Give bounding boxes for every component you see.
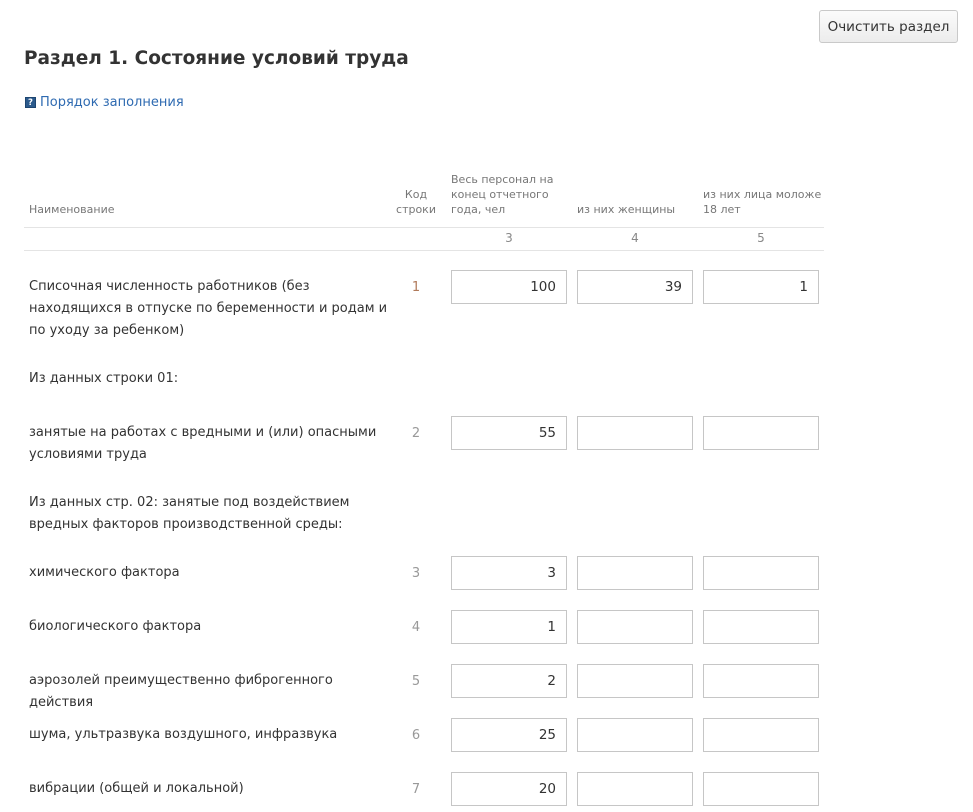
group-label: Из данных строки 01:: [29, 371, 179, 386]
row6-col3-input[interactable]: [451, 718, 567, 752]
row-code: 5: [411, 674, 421, 689]
row1-col5-input[interactable]: [703, 270, 819, 304]
header-col4: из них женщины: [577, 203, 676, 216]
row-code: 3: [411, 566, 421, 581]
column-number-5: 5: [757, 231, 765, 245]
row1-col3-input[interactable]: [451, 270, 567, 304]
section-title: Раздел 1. Состояние условий труда: [24, 48, 409, 69]
row7-col5-input[interactable]: [703, 772, 819, 806]
help-icon: ?: [25, 97, 36, 108]
row5-col5-input[interactable]: [703, 664, 819, 698]
header-divider: [24, 227, 824, 228]
row-label: аэрозолей преимущественно фиброгенного действия: [29, 673, 333, 710]
row2-col5-input[interactable]: [703, 416, 819, 450]
clear-section-button[interactable]: Очистить раздел: [819, 10, 958, 43]
row7-col3-input[interactable]: [451, 772, 567, 806]
row4-col5-input[interactable]: [703, 610, 819, 644]
row-code: 2: [411, 426, 421, 441]
header-divider: [24, 250, 824, 251]
row5-col3-input[interactable]: [451, 664, 567, 698]
row-code: 4: [411, 620, 421, 635]
row-code: 6: [411, 728, 421, 743]
column-number-3: 3: [505, 231, 513, 245]
row-label: занятые на работах с вредными и (или) опасными условиями труда: [29, 425, 377, 462]
help-link[interactable]: [25, 95, 184, 110]
header-name: Наименование: [29, 203, 115, 216]
row5-col4-input[interactable]: [577, 664, 693, 698]
header-col5: из них лица моложе 18 лет: [703, 188, 822, 216]
row3-col3-input[interactable]: [451, 556, 567, 590]
row6-col4-input[interactable]: [577, 718, 693, 752]
row4-col4-input[interactable]: [577, 610, 693, 644]
help-link-label: Порядок заполнения: [40, 95, 184, 110]
row3-col4-input[interactable]: [577, 556, 693, 590]
row-label: вибрации (общей и локальной): [29, 781, 244, 796]
column-number-4: 4: [631, 231, 639, 245]
row-code: 1: [411, 280, 421, 295]
row-label: шума, ультразвука воздушного, инфразвука: [29, 727, 338, 742]
header-code: Код строки: [396, 188, 436, 216]
header-col3: Весь персонал на конец отчетного года, чел: [451, 173, 554, 216]
row-label: биологического фактора: [29, 619, 202, 634]
row4-col3-input[interactable]: [451, 610, 567, 644]
row6-col5-input[interactable]: [703, 718, 819, 752]
row7-col4-input[interactable]: [577, 772, 693, 806]
row-label: химического фактора: [29, 565, 180, 580]
group-label: Из данных стр. 02: занятые под воздействием вредных факторов производственной среды:: [29, 495, 350, 532]
row-code: 7: [411, 782, 421, 797]
row2-col4-input[interactable]: [577, 416, 693, 450]
row1-col4-input[interactable]: [577, 270, 693, 304]
row3-col5-input[interactable]: [703, 556, 819, 590]
row2-col3-input[interactable]: [451, 416, 567, 450]
row-label: Списочная численность работников (без находящихся в отпуске по беременности и родам и по уходу за ребенком): [29, 279, 388, 338]
